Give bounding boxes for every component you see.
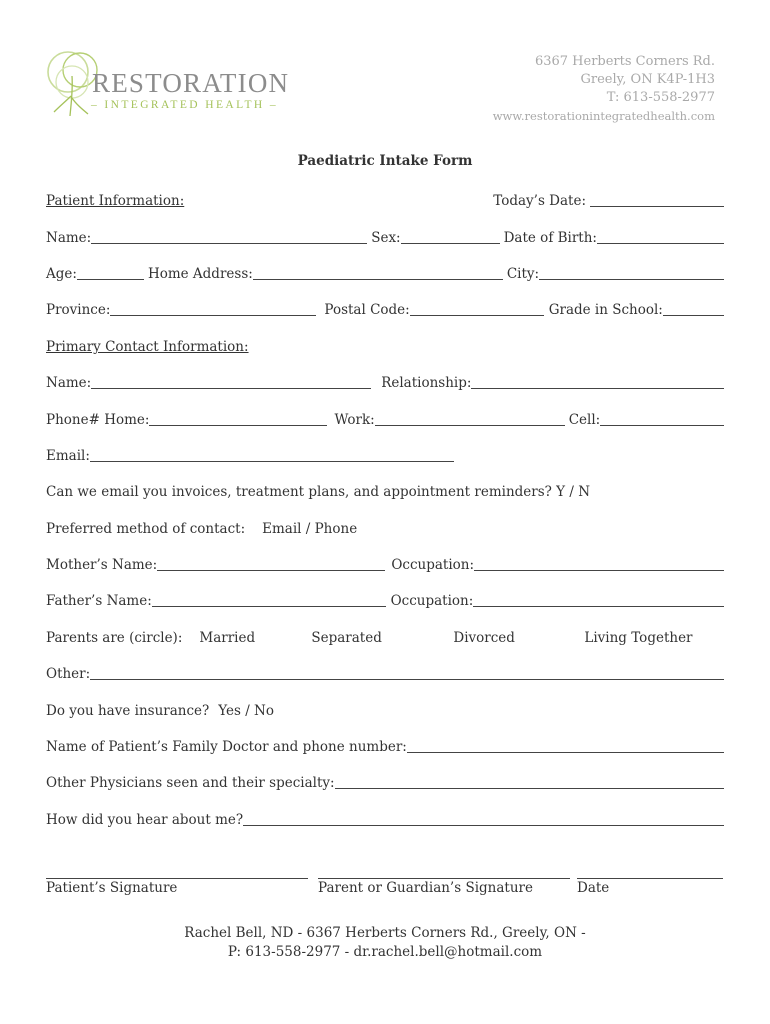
other-field[interactable] — [90, 665, 724, 680]
address-city: Greely, ON K4P-1H3 — [580, 72, 715, 87]
patient-signature-label: Patient’s Signature — [46, 880, 178, 896]
row-how-hear — [46, 808, 724, 828]
guardian-signature-label: Parent or Guardian’s Signature — [318, 880, 533, 896]
row-email-consent — [46, 480, 724, 500]
row-parents-status — [46, 626, 724, 646]
patient-signature-line[interactable] — [46, 878, 308, 879]
preferred-contact-options[interactable]: Email / Phone — [262, 521, 358, 537]
parents-status-label: Parents are (circle): — [46, 630, 183, 646]
clinic-website: www.restorationintegratedhealth.com — [492, 109, 715, 123]
father-occupation-field[interactable] — [473, 592, 724, 607]
row-insurance — [46, 699, 724, 719]
fathers-name-label: Father’s Name: — [46, 593, 152, 609]
relationship-field[interactable] — [471, 374, 724, 389]
date-signature-line[interactable] — [577, 878, 723, 879]
phone-home-field[interactable] — [149, 411, 327, 426]
other-physicians-label: Other Physicians seen and their specialty: — [46, 775, 335, 791]
family-doctor-field[interactable] — [407, 738, 724, 753]
father-occupation-label: Occupation: — [390, 593, 474, 609]
todays-date-field[interactable] — [590, 192, 724, 207]
option-separated[interactable]: Separated — [311, 630, 382, 646]
work-phone-label: Work: — [334, 412, 375, 428]
province-field[interactable] — [110, 301, 316, 316]
other-physicians-field[interactable] — [335, 774, 724, 789]
contact-name-field[interactable] — [91, 374, 371, 389]
work-phone-field[interactable] — [375, 411, 565, 426]
insurance-options[interactable]: Yes / No — [218, 703, 274, 719]
home-address-label: Home Address: — [147, 266, 253, 282]
mother-occupation-label: Occupation: — [391, 557, 475, 573]
postal-code-field[interactable] — [410, 301, 544, 316]
address-street: 6367 Herberts Corners Rd. — [534, 54, 715, 69]
date-label: Date — [577, 880, 610, 896]
row-family-doctor — [46, 735, 724, 755]
other-label: Other: — [46, 666, 91, 682]
primary-contact-heading: Primary Contact Information: — [46, 339, 249, 355]
preferred-contact-label: Preferred method of contact: — [46, 521, 246, 537]
relationship-label: Relationship: — [381, 375, 472, 391]
row-preferred-contact — [46, 517, 724, 537]
patient-info-heading: Patient Information: — [46, 193, 185, 209]
name-label: Name: — [46, 230, 92, 246]
insurance-label: Do you have insurance? — [46, 703, 210, 719]
row-patient-info — [46, 189, 724, 209]
row-province — [46, 298, 724, 318]
grade-label: Grade in School: — [548, 302, 663, 318]
row-other — [46, 662, 724, 682]
fathers-name-field[interactable] — [152, 592, 386, 607]
email-consent-question: Can we email you invoices, treatment plans, and appointment reminders? Y / N — [46, 484, 591, 500]
sex-field[interactable] — [401, 229, 500, 244]
name-field[interactable] — [91, 229, 367, 244]
logo-name: RESTORATION — [92, 68, 290, 98]
footer — [0, 924, 770, 962]
row-email — [46, 444, 724, 464]
how-hear-field[interactable] — [243, 811, 724, 826]
logo — [42, 46, 290, 122]
row-name — [46, 226, 724, 246]
todays-date-label: Today’s Date: — [493, 193, 586, 209]
dob-label: Date of Birth: — [503, 230, 597, 246]
logo-tagline: – INTEGRATED HEALTH – — [91, 99, 279, 111]
cell-phone-field[interactable] — [600, 411, 724, 426]
mothers-name-field[interactable] — [157, 556, 385, 571]
email-label: Email: — [46, 448, 90, 464]
row-age-address — [46, 262, 724, 282]
age-field[interactable] — [77, 265, 144, 280]
option-living-together[interactable]: Living Together — [584, 630, 693, 646]
city-field[interactable] — [539, 265, 724, 280]
contact-name-label: Name: — [46, 375, 92, 391]
row-father — [46, 589, 724, 609]
city-label: City: — [506, 266, 540, 282]
email-field[interactable] — [90, 447, 454, 462]
mother-occupation-field[interactable] — [474, 556, 724, 571]
grade-field[interactable] — [663, 301, 724, 316]
sex-label: Sex: — [371, 230, 401, 246]
how-hear-label: How did you hear about me? — [46, 812, 244, 828]
row-contact-name — [46, 371, 724, 391]
row-mother — [46, 553, 724, 573]
footer-contact: P: 613-558-2977 - dr.rachel.bell@hotmail.com — [227, 944, 543, 960]
phone-home-label: Phone# Home: — [46, 412, 150, 428]
option-divorced[interactable]: Divorced — [453, 630, 515, 646]
option-married[interactable]: Married — [199, 630, 256, 646]
age-label: Age: — [46, 266, 77, 282]
clinic-address — [493, 53, 715, 125]
address-phone: T: 613-558-2977 — [606, 90, 715, 105]
form-title: Paediatric Intake Form — [297, 153, 473, 169]
postal-code-label: Postal Code: — [324, 302, 410, 318]
cell-phone-label: Cell: — [568, 412, 601, 428]
home-address-field[interactable] — [253, 265, 503, 280]
dob-field[interactable] — [597, 229, 724, 244]
row-phones — [46, 408, 724, 428]
row-other-physicians — [46, 771, 724, 791]
footer-address: Rachel Bell, ND - 6367 Herberts Corners Rd., Greely, ON - — [184, 925, 586, 941]
province-label: Province: — [46, 302, 111, 318]
family-doctor-label: Name of Patient’s Family Doctor and phone number: — [46, 739, 407, 755]
row-primary-contact-heading — [46, 335, 724, 355]
guardian-signature-line[interactable] — [318, 878, 570, 879]
mothers-name-label: Mother’s Name: — [46, 557, 158, 573]
